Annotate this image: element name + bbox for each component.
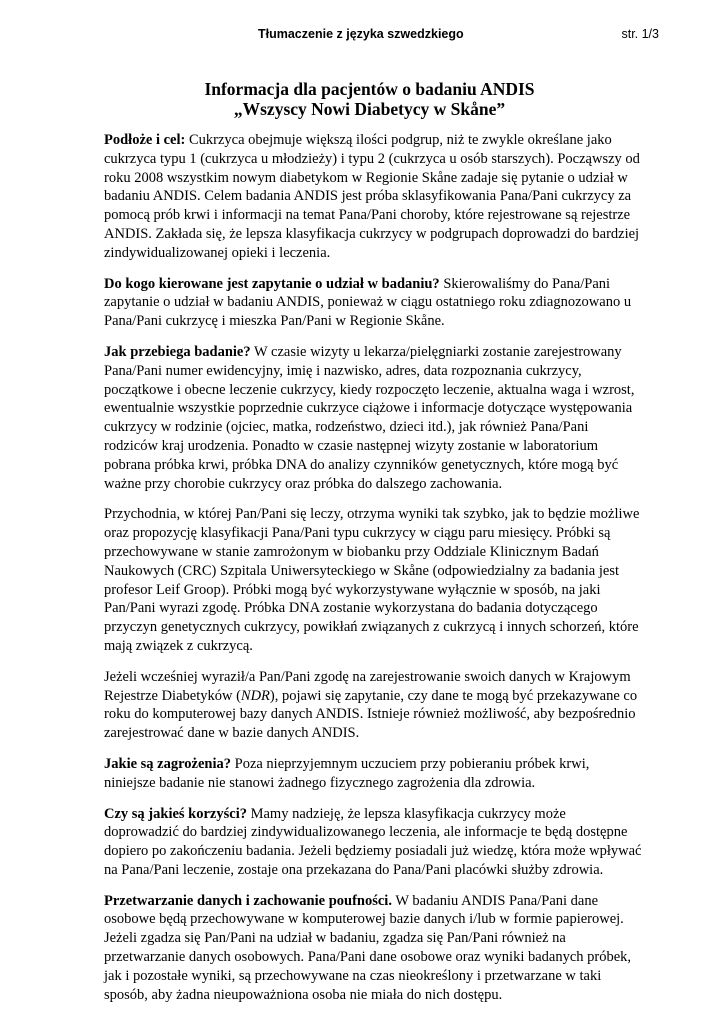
paragraph-how: [104, 343, 644, 493]
paragraph-clinic: [104, 505, 644, 655]
text-risks: Poza nieprzyjemnym uczuciem przy pobieraniu próbek krwi, niniejsze badanie nie stanowi żadnego fizycznego zagrożenia dla zdrowia.: [104, 755, 590, 791]
paragraph-risks: [104, 755, 644, 793]
text-ndr-b: ), pojawi się zapytanie, czy dane te mogą być przekazywane co roku do komputerowej bazy danych ANDIS. Istnieje również możliwość, aby bezpośrednio zarejestrować dane w bazie danych ANDIS.: [104, 687, 638, 742]
text-how: W czasie wizyty u lekarza/pielęgniarki zostanie zarejestrowany Pana/Pani numer ewidencyjny, imię i nazwisko, adres, data rozpoznania cukrzycy, początkowe i obecne leczenie cukrzycy, kiedy rozpoczęto leczenie, aktualna waga i wzrost, ewentualnie wszystkie poprzednie cukrzyce ciążowe i informacje dotyczące występowania cukrzycy w rodzinie (ojciec, matka, rodzeństwo, dzieci itd.), jak również Pana/Pani rodziców kraj urodzenia. Ponadto w czasie następnej wizyty zostanie w laboratorium pobrana próbka krwi, próbka DNA do analizy czynników genetycznych, które mogą być ważne przy chorobie cukrzycy oraz próbka do dalszego zachowania.: [104, 343, 635, 492]
paragraph-benefits: [104, 805, 644, 880]
paragraph-who: [104, 275, 644, 331]
heading-who: Do kogo kierowane jest zapytanie o udział w badaniu?: [104, 275, 440, 292]
text-privacy: W badaniu ANDIS Pana/Pani dane osobowe będą przechowywane w komputerowej bazie danych i/lub w formie papierowej. Jeżeli zgadza się Pan/Pani na udział w badaniu, zgadza się Pan/Pani również na przetwarzanie danych osobowych. Pana/Pani dane osobowe oraz wyniki badanych próbek, jak i pozostałe wyniki, są przechowywane na czas nieokreślony i przetwarzane w taki sposób, aby żadna nieupoważniona osoba nie miała do nich dostępu.: [104, 892, 632, 1003]
paragraph-ndr: [104, 668, 644, 743]
heading-risks: Jakie są zagrożenia?: [104, 755, 231, 772]
text-benefits: Mamy nadzieję, że lepsza klasyfikacja cukrzycy może doprowadzić do bardziej zindywidualizowanego leczenia, ale informacje te będą dostępne dopiero po zakończeniu badania. Jeżeli będziemy posiadali już wiedzę, która może wpływać na Pana/Pani leczenie, zostaje ona przekazana do Pana/Pani placówki służby zdrowia.: [104, 805, 642, 878]
heading-privacy: Przetwarzanie danych i zachowanie poufności.: [104, 892, 392, 909]
document-title: [0, 79, 725, 119]
page-number: str. 1/3: [621, 27, 659, 41]
heading-benefits: Czy są jakieś korzyści?: [104, 805, 247, 822]
page-header: [0, 27, 725, 47]
paragraph-background: [104, 131, 644, 263]
text-ndr-a: Jeżeli wcześniej wyraził/a Pan/Pani zgodę na zarejestrowanie swoich danych w Krajowym Rejestrze Diabetyków (: [104, 668, 631, 704]
document-body: [104, 131, 644, 1016]
text-who: Skierowaliśmy do Pana/Pani zapytanie o udział w badaniu ANDIS, ponieważ w ciągu ostatniego roku zdiagnozowano u Pana/Pani cukrzycę i mieszka Pan/Pani w Regionie Skåne.: [104, 275, 632, 330]
header-title: Tłumaczenie z języka szwedzkiego: [258, 27, 464, 41]
title-line-2: „Wszyscy Nowi Diabetycy w Skåne”: [233, 99, 506, 119]
heading-background: Podłoże i cel:: [104, 132, 186, 148]
text-clinic: Przychodnia, w której Pan/Pani się leczy, otrzyma wyniki tak szybko, jak to będzie możliwe oraz propozycję klasyfikacji Pana/Pani typu cukrzycy w ciągu paru miesięcy. Próbki są przechowywane w stanie zamrożonym w biobanku przy Oddziale Klinicznym Badań Naukowych (CRC) Szpitala Uniwersyteckiego w Skåne (odpowiedzialny za badania jest profesor Leif Groop). Próbki mogą być wykorzystywane wyłącznie w sposób, na jaki Pan/Pani wyrazi zgodę. Próbka DNA zostanie wykorzystana do badania dotyczącego przyczyn genetycznych cukrzycy, powikłań związanych z cukrzycą i innych schorzeń, które mają związek z cukrzycą.: [104, 506, 640, 654]
title-line-1: Informacja dla pacjentów o badaniu ANDIS: [204, 79, 535, 99]
text-background: Cukrzyca obejmuje większą ilości podgrup, niż te zwykle określane jako cukrzyca typu 1 (cukrzyca u młodzieży) i typu 2 (cukrzyca u osób starszych). Począwszy od roku 2008 wszystkim nowym diabetykom w Regionie Skåne zadaje się pytanie o udział w badaniu ANDIS. Celem badania ANDIS jest próba sklasyfikowania Pana/Pani cukrzycy za pomocą prób krwi i informacji na temat Pana/Pani choroby, które rejestrowane są rejestrze ANDIS. Zakłada się, że lepsza klasyfikacja cukrzycy w podgrupach doprowadzi do bardziej zindywidualizowanej opieki i leczenia.: [104, 132, 640, 261]
heading-how: Jak przebiega badanie?: [104, 343, 251, 360]
paragraph-privacy: [104, 892, 644, 1005]
ndr-abbreviation: NDR: [240, 687, 270, 704]
